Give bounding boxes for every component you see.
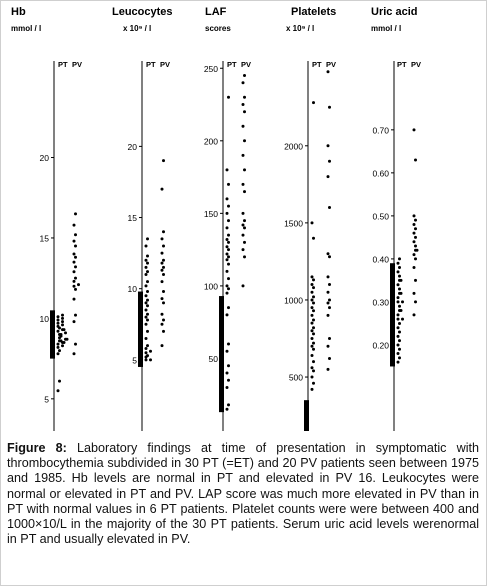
hb-point-pt bbox=[63, 328, 66, 331]
laf-tick-label: 250 bbox=[203, 63, 218, 74]
leucocytes-point-pt bbox=[145, 337, 148, 340]
platelets-point-pt bbox=[311, 314, 314, 317]
platelets-point-pv bbox=[328, 337, 331, 340]
uric-acid-point-pt bbox=[397, 270, 400, 273]
leucocytes-point-pt bbox=[146, 299, 149, 302]
leucocytes-point-pt bbox=[146, 280, 149, 283]
uric-acid-point-pv bbox=[414, 257, 417, 260]
platelets-point-pt bbox=[312, 101, 315, 104]
hb-tick-label: 20 bbox=[39, 153, 49, 164]
uric-acid-point-pt bbox=[398, 257, 401, 260]
uric-acid-point-pt bbox=[398, 356, 401, 359]
platelets-point-pt bbox=[311, 376, 314, 379]
hb-point-pt bbox=[57, 330, 60, 333]
leucocytes-point-pv bbox=[161, 252, 164, 255]
leucocytes-group-label-pt: PT bbox=[146, 60, 156, 69]
platelets-point-pv bbox=[327, 252, 330, 255]
platelets-point-pt bbox=[312, 342, 315, 345]
laf-point-pt bbox=[227, 219, 230, 222]
hb-point-pt bbox=[66, 338, 69, 341]
leucocytes-point-pv bbox=[162, 290, 165, 293]
hb-point-pt bbox=[61, 320, 64, 323]
laf-point-pt bbox=[226, 197, 229, 200]
leucocytes-point-pt bbox=[145, 294, 148, 297]
laf-tick-label: 50 bbox=[208, 353, 218, 364]
platelets-point-pv bbox=[328, 206, 331, 209]
uric-acid-point-pv bbox=[413, 313, 416, 316]
laf-unit: scores bbox=[205, 24, 231, 33]
hb-point-pv bbox=[73, 253, 76, 256]
uric-acid-point-pv bbox=[413, 223, 416, 226]
laf-point-pt bbox=[226, 284, 229, 287]
uric-acid-point-pt bbox=[397, 283, 400, 286]
uric-acid-point-pt bbox=[397, 343, 400, 346]
leucocytes-point-pv bbox=[161, 269, 164, 272]
leucocytes-point-pt bbox=[149, 358, 152, 361]
hb-point-pv bbox=[73, 240, 76, 243]
leucocytes-tick-label: 5 bbox=[132, 355, 137, 366]
uric-acid-point-pv bbox=[414, 219, 417, 222]
leucocytes-unit: x 10⁹ / l bbox=[123, 24, 152, 33]
laf-point-pt bbox=[227, 241, 230, 244]
uric-acid-point-pt bbox=[397, 361, 400, 364]
laf-point-pv bbox=[242, 154, 245, 157]
leucocytes-point-pt bbox=[146, 290, 149, 293]
hb-point-pv bbox=[73, 270, 76, 273]
hb-point-pv bbox=[74, 343, 77, 346]
leucocytes-point-pv bbox=[161, 280, 164, 283]
platelets-point-pt bbox=[311, 345, 314, 348]
uric-acid-point-pt bbox=[397, 300, 400, 303]
platelets-point-pv bbox=[327, 70, 330, 73]
laf-tick-label: 200 bbox=[203, 136, 218, 147]
leucocytes-group-label-pv: PV bbox=[160, 60, 171, 69]
platelets-point-pt bbox=[311, 291, 314, 294]
platelets-normal-range-bar bbox=[304, 400, 309, 431]
leucocytes-point-pv bbox=[161, 297, 164, 300]
leucocytes-tick-label: 15 bbox=[127, 213, 137, 224]
laf-point-pt bbox=[226, 212, 229, 215]
hb-point-pt bbox=[57, 389, 60, 392]
hb-point-pt bbox=[61, 314, 64, 317]
platelets-point-pt bbox=[312, 237, 315, 240]
hb-point-pv bbox=[73, 224, 76, 227]
hb-point-pv bbox=[74, 314, 77, 317]
uric-acid-point-pt bbox=[397, 318, 400, 321]
uric-acid-point-pv bbox=[414, 236, 417, 239]
hb-point-pv bbox=[74, 245, 77, 248]
leucocytes-point-pt bbox=[145, 347, 148, 350]
hb-point-pt bbox=[60, 339, 63, 342]
uric-acid-point-pv bbox=[413, 232, 416, 235]
laf-point-pt bbox=[227, 403, 230, 406]
hb-point-pt bbox=[57, 315, 60, 318]
platelets-point-pv bbox=[328, 298, 331, 301]
hb-tick-label: 10 bbox=[39, 313, 49, 324]
leucocytes-point-pv bbox=[161, 262, 164, 265]
leucocytes-point-pt bbox=[146, 237, 149, 240]
leucocytes-point-pt bbox=[146, 270, 149, 273]
uric-acid-point-pt bbox=[397, 296, 400, 299]
laf-point-pt bbox=[226, 270, 229, 273]
laf-point-pv bbox=[242, 125, 245, 128]
uric-acid-point-pv bbox=[413, 128, 416, 131]
laf-point-pv bbox=[243, 255, 246, 258]
hb-point-pt bbox=[60, 333, 63, 336]
uric-acid-point-pv bbox=[413, 266, 416, 269]
leucocytes-point-pv bbox=[162, 301, 165, 304]
uric-acid-group-label-pv: PV bbox=[411, 60, 422, 69]
laf-group-label-pt: PT bbox=[227, 60, 237, 69]
laf-point-pv bbox=[243, 168, 246, 171]
hb-point-pv bbox=[74, 277, 77, 280]
platelets-point-pt bbox=[311, 354, 314, 357]
platelets-point-pv bbox=[327, 314, 330, 317]
laf-point-pt bbox=[226, 350, 229, 353]
uric-acid-point-pt bbox=[398, 275, 401, 278]
hb-point-pv bbox=[73, 298, 76, 301]
uric-acid-point-pt bbox=[397, 326, 400, 329]
uric-acid-tick-label: 0.20 bbox=[372, 340, 389, 351]
hb-point-pv bbox=[73, 280, 76, 283]
platelets-point-pt bbox=[312, 382, 315, 385]
laf-point-pv bbox=[242, 81, 245, 84]
leucocytes-point-pv bbox=[161, 313, 164, 316]
uric-acid-point-pt bbox=[398, 288, 401, 291]
leucocytes-tick-label: 20 bbox=[127, 141, 137, 152]
figure-panels bbox=[1, 1, 487, 441]
laf-tick-label: 100 bbox=[203, 281, 218, 292]
platelets-point-pt bbox=[312, 332, 315, 335]
hb-point-pv bbox=[77, 283, 80, 286]
platelets-point-pv bbox=[327, 175, 330, 178]
uric-acid-tick-label: 0.50 bbox=[372, 211, 389, 222]
uric-acid-point-pt bbox=[397, 352, 400, 355]
leucocytes-point-pv bbox=[162, 245, 165, 248]
platelets-point-pv bbox=[327, 302, 330, 305]
platelets-point-pv bbox=[327, 144, 330, 147]
laf-point-pt bbox=[227, 234, 230, 237]
leucocytes-point-pv bbox=[161, 237, 164, 240]
hb-point-pv bbox=[73, 352, 76, 355]
hb-point-pv bbox=[74, 212, 77, 215]
hb-point-pv bbox=[74, 265, 77, 268]
uric-acid-tick-label: 0.30 bbox=[372, 297, 389, 308]
laf-point-pv bbox=[243, 241, 246, 244]
leucocytes-point-pt bbox=[146, 354, 149, 357]
leucocytes-point-pt bbox=[146, 319, 149, 322]
leucocytes-point-pt bbox=[146, 254, 149, 257]
leucocytes-point-pt bbox=[145, 301, 148, 304]
laf-point-pv bbox=[243, 190, 246, 193]
laf-point-pt bbox=[227, 205, 230, 208]
platelets-point-pt bbox=[311, 275, 314, 278]
hb-point-pt bbox=[58, 349, 61, 352]
leucocytes-point-pt bbox=[146, 313, 149, 316]
laf-point-pv bbox=[242, 234, 245, 237]
platelets-point-pt bbox=[312, 319, 315, 322]
leucocytes-point-pt bbox=[145, 323, 148, 326]
leucocytes-point-pv bbox=[162, 319, 165, 322]
hb-point-pv bbox=[74, 233, 77, 236]
laf-point-pt bbox=[226, 371, 229, 374]
leucocytes-point-pt bbox=[146, 330, 149, 333]
uric-acid-title: Uric acid bbox=[371, 6, 418, 18]
hb-point-pt bbox=[57, 352, 60, 355]
laf-point-pt bbox=[226, 408, 229, 411]
uric-acid-point-pv bbox=[414, 300, 417, 303]
laf-point-pt bbox=[227, 379, 230, 382]
laf-point-pt bbox=[227, 248, 230, 251]
platelets-point-pt bbox=[311, 388, 314, 391]
platelets-point-pt bbox=[311, 322, 314, 325]
platelets-point-pv bbox=[328, 283, 331, 286]
platelets-unit: x 10⁹ / l bbox=[286, 24, 315, 33]
laf-point-pt bbox=[226, 238, 229, 241]
platelets-point-pv bbox=[328, 160, 331, 163]
platelets-point-pt bbox=[312, 348, 315, 351]
hb-point-pv bbox=[73, 320, 76, 323]
hb-point-pt bbox=[57, 325, 60, 328]
uric-acid-point-pv bbox=[416, 249, 419, 252]
leucocytes-point-pv bbox=[162, 159, 165, 162]
laf-point-pt bbox=[227, 342, 230, 345]
platelets-point-pv bbox=[328, 106, 331, 109]
laf-point-pv bbox=[243, 219, 246, 222]
laf-title: LAF bbox=[205, 6, 227, 18]
platelets-point-pv bbox=[328, 255, 331, 258]
platelets-point-pt bbox=[312, 286, 315, 289]
platelets-tick-label: 1500 bbox=[284, 218, 303, 229]
hb-point-pt bbox=[57, 343, 60, 346]
leucocytes-point-pv bbox=[162, 230, 165, 233]
uric-acid-normal-range-bar bbox=[390, 263, 395, 366]
leucocytes-point-pt bbox=[145, 284, 148, 287]
laf-point-pt bbox=[226, 313, 229, 316]
laf-point-pv bbox=[242, 183, 245, 186]
platelets-point-pt bbox=[312, 326, 315, 329]
leucocytes-point-pt bbox=[146, 304, 149, 307]
laf-group-label-pv: PV bbox=[241, 60, 252, 69]
laf-point-pt bbox=[226, 252, 229, 255]
uric-acid-point-pt bbox=[400, 292, 403, 295]
platelets-point-pt bbox=[311, 283, 314, 286]
laf-point-pt bbox=[227, 255, 230, 258]
platelets-title: Platelets bbox=[291, 6, 337, 18]
hb-group-label-pt: PT bbox=[58, 60, 68, 69]
leucocytes-point-pv bbox=[162, 330, 165, 333]
hb-point-pt bbox=[63, 341, 66, 344]
leucocytes-point-pv bbox=[161, 188, 164, 191]
uric-acid-point-pt bbox=[397, 262, 400, 265]
uric-acid-tick-label: 0.40 bbox=[372, 254, 389, 265]
leucocytes-point-pv bbox=[162, 266, 165, 269]
hb-point-pt bbox=[57, 319, 60, 322]
platelets-point-pv bbox=[327, 291, 330, 294]
platelets-point-pv bbox=[327, 345, 330, 348]
leucocytes-point-pt bbox=[145, 266, 148, 269]
hb-unit: mmol / l bbox=[11, 24, 42, 33]
platelets-point-pv bbox=[328, 306, 331, 309]
leucocytes-point-pt bbox=[145, 259, 148, 262]
uric-acid-point-pv bbox=[413, 292, 416, 295]
leucocytes-point-pt bbox=[146, 262, 149, 265]
laf-point-pt bbox=[227, 277, 230, 280]
platelets-point-pt bbox=[311, 306, 314, 309]
hb-tick-label: 15 bbox=[39, 233, 49, 244]
platelets-point-pv bbox=[327, 275, 330, 278]
laf-point-pt bbox=[227, 306, 230, 309]
laf-point-pt bbox=[226, 168, 229, 171]
leucocytes-point-pt bbox=[145, 245, 148, 248]
laf-point-pv bbox=[242, 212, 245, 215]
leucocytes-point-pt bbox=[149, 350, 152, 353]
platelets-point-pt bbox=[312, 295, 315, 298]
uric-acid-point-pt bbox=[398, 322, 401, 325]
laf-tick-label: 150 bbox=[203, 208, 218, 219]
platelets-point-pt bbox=[312, 302, 315, 305]
uric-acid-point-pt bbox=[398, 339, 401, 342]
platelets-point-pt bbox=[311, 366, 314, 369]
leucocytes-point-pt bbox=[145, 316, 148, 319]
leucocytes-tick-label: 10 bbox=[127, 284, 137, 295]
hb-point-pt bbox=[61, 317, 64, 320]
hb-point-pv bbox=[74, 288, 77, 291]
hb-point-pt bbox=[61, 323, 64, 326]
hb-title: Hb bbox=[11, 6, 26, 18]
laf-point-pv bbox=[243, 96, 246, 99]
laf-point-pt bbox=[227, 263, 230, 266]
hb-point-pv bbox=[74, 256, 77, 259]
laf-point-pt bbox=[227, 183, 230, 186]
platelets-group-label-pt: PT bbox=[312, 60, 322, 69]
laf-point-pv bbox=[243, 110, 246, 113]
leucocytes-point-pt bbox=[145, 309, 148, 312]
hb-tick-label: 5 bbox=[44, 394, 49, 405]
laf-point-pv bbox=[242, 248, 245, 251]
laf-point-pv bbox=[243, 74, 246, 77]
figure-caption bbox=[7, 441, 479, 573]
uric-acid-point-pv bbox=[413, 253, 416, 256]
laf-point-pt bbox=[226, 226, 229, 229]
uric-acid-unit: mmol / l bbox=[371, 24, 402, 33]
leucocytes-point-pv bbox=[161, 344, 164, 347]
uric-acid-point-pv bbox=[413, 240, 416, 243]
laf-point-pt bbox=[226, 258, 229, 261]
uric-acid-point-pt bbox=[398, 305, 401, 308]
uric-acid-point-pt bbox=[400, 279, 403, 282]
hb-group-label-pv: PV bbox=[72, 60, 83, 69]
platelets-tick-label: 2000 bbox=[284, 141, 303, 152]
laf-point-pt bbox=[227, 364, 230, 367]
hb-point-pv bbox=[73, 261, 76, 264]
uric-acid-point-pt bbox=[398, 348, 401, 351]
platelets-point-pt bbox=[312, 278, 315, 281]
platelets-tick-label: 1000 bbox=[284, 295, 303, 306]
caption-label: Figure 8: bbox=[7, 441, 67, 455]
laf-normal-range-bar bbox=[219, 296, 224, 412]
hb-point-pt bbox=[57, 346, 60, 349]
uric-acid-point-pt bbox=[401, 300, 404, 303]
uric-acid-point-pv bbox=[414, 227, 417, 230]
leucocytes-point-pt bbox=[146, 344, 149, 347]
caption-text: Laboratory findings at time of presentation in symptomatic with thrombocythemia subdivided in 30 PT (=ET) and 20 PV patients seen between 1975 and 1985. Hb levels are normal in PT and elevated in PV 16. Leukocytes were normal or elevated in PT and PV. LAP score was much more elevated in PV than in PT with normal values in 6 PT patients. Platelet counts were were between 400 and 1000×10/L in the majority of the 30 PT patients. Serum uric acid levels werenormal in PT and usually elevated in PV. bbox=[7, 441, 479, 547]
hb-point-pt bbox=[61, 344, 64, 347]
leucocytes-point-pt bbox=[145, 273, 148, 276]
laf-point-pv bbox=[242, 284, 245, 287]
laf-point-pv bbox=[242, 223, 245, 226]
leucocytes-title: Leucocytes bbox=[112, 6, 173, 18]
platelets-point-pt bbox=[311, 329, 314, 332]
platelets-group-label-pv: PV bbox=[326, 60, 337, 69]
hb-point-pv bbox=[73, 285, 76, 288]
hb-point-pt bbox=[57, 322, 60, 325]
leucocytes-point-pv bbox=[162, 273, 165, 276]
platelets-point-pt bbox=[312, 309, 315, 312]
uric-acid-point-pv bbox=[414, 279, 417, 282]
leucocytes-normal-range-bar bbox=[138, 292, 143, 367]
hb-normal-range-bar bbox=[50, 310, 55, 358]
platelets-tick-label: 500 bbox=[288, 372, 303, 383]
leucocytes-point-pt bbox=[145, 358, 148, 361]
platelets-point-pt bbox=[312, 360, 315, 363]
hb-point-pt bbox=[58, 380, 61, 383]
platelets-point-pt bbox=[311, 337, 314, 340]
uric-acid-point-pt bbox=[398, 331, 401, 334]
uric-acid-point-pt bbox=[397, 335, 400, 338]
hb-point-pt bbox=[64, 331, 67, 334]
uric-acid-point-pv bbox=[414, 158, 417, 161]
laf-point-pv bbox=[242, 103, 245, 106]
uric-acid-point-pv bbox=[414, 245, 417, 248]
laf-point-pt bbox=[226, 292, 229, 295]
uric-acid-group-label-pt: PT bbox=[397, 60, 407, 69]
uric-acid-point-pv bbox=[413, 214, 416, 217]
laf-point-pv bbox=[243, 226, 246, 229]
leucocytes-point-pt bbox=[145, 351, 148, 354]
laf-point-pt bbox=[227, 287, 230, 290]
uric-acid-point-pt bbox=[401, 318, 404, 321]
platelets-point-pt bbox=[311, 221, 314, 224]
platelets-point-pt bbox=[311, 298, 314, 301]
uric-acid-point-pt bbox=[400, 309, 403, 312]
laf-point-pv bbox=[243, 139, 246, 142]
platelets-point-pv bbox=[328, 357, 331, 360]
leucocytes-point-pv bbox=[162, 259, 165, 262]
uric-acid-tick-label: 0.70 bbox=[372, 125, 389, 136]
leucocytes-point-pv bbox=[161, 323, 164, 326]
laf-point-pt bbox=[226, 245, 229, 248]
uric-acid-tick-label: 0.60 bbox=[372, 168, 389, 179]
platelets-point-pv bbox=[327, 368, 330, 371]
laf-point-pt bbox=[226, 386, 229, 389]
uric-acid-point-pt bbox=[398, 266, 401, 269]
platelets-point-pt bbox=[312, 369, 315, 372]
uric-acid-point-pt bbox=[397, 313, 400, 316]
laf-point-pt bbox=[227, 96, 230, 99]
